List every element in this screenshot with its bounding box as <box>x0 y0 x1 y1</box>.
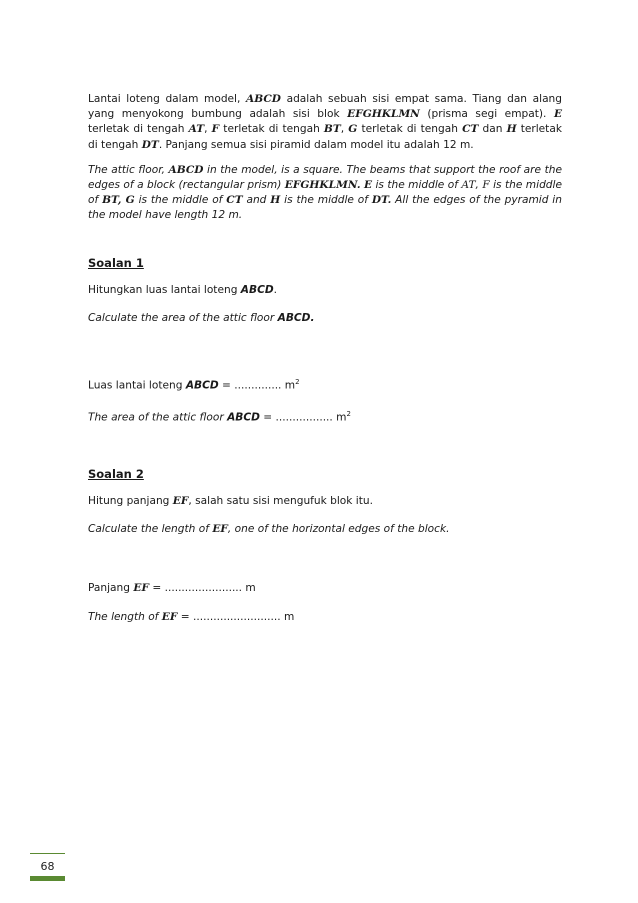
text: in the model, is a square. The beams that support the roof are the edges of a block (rectangular prism) <box>88 163 562 192</box>
q2-english <box>88 522 562 537</box>
intro-english <box>88 163 562 224</box>
text: and <box>242 194 271 207</box>
q2-answer-english <box>88 610 562 625</box>
var-e: E <box>553 108 563 121</box>
q1-answer-english <box>88 407 562 426</box>
q2-malay <box>88 494 562 509</box>
var-at: AT <box>461 179 476 192</box>
var-efghklmn: EFGHKLMN <box>347 108 420 121</box>
var-bt-g: BT, G <box>102 194 135 207</box>
var-ef: EF <box>212 523 228 536</box>
text: , salah satu sisi mengufuk blok itu. <box>188 494 373 507</box>
text: Luas lantai loteng <box>88 379 186 392</box>
var-abcd: ABCD <box>240 283 274 296</box>
var-ct: CT <box>462 123 479 136</box>
var-h: H <box>506 123 517 136</box>
var-f: F <box>482 179 490 192</box>
q1-answer-malay <box>88 375 562 394</box>
text: , one of the horizontal edges of the block. <box>227 523 450 536</box>
var-dt: DT. <box>371 194 392 207</box>
var-e: E <box>363 179 373 192</box>
text: terletak di tengah <box>219 123 324 136</box>
soalan-2-heading: Soalan 2 <box>88 466 144 481</box>
text: Hitungkan luas lantai loteng <box>88 283 241 296</box>
text: Lantai loteng dalam model, <box>88 93 246 105</box>
text: The length of <box>88 610 162 623</box>
var-abcd: ABCD <box>168 163 204 176</box>
var-g: G <box>348 123 358 136</box>
answer-blank: = .......................... m <box>177 610 295 623</box>
text: terletak di tengah <box>88 123 189 136</box>
text: . <box>273 283 278 296</box>
text: is the middle of <box>134 194 227 207</box>
var-h: H <box>270 194 281 207</box>
text: is the middle of <box>280 194 372 207</box>
var-ef: EF <box>161 610 178 623</box>
var-bt: BT <box>323 123 341 136</box>
unit-superscript: 2 <box>295 378 300 387</box>
var-at: AT <box>188 123 205 136</box>
answer-blank: = .............. m <box>218 379 296 392</box>
text: , <box>340 123 349 136</box>
text: dan <box>478 123 507 136</box>
text: Calculate the area of the attic floor <box>88 312 278 325</box>
var-ef: EF <box>172 494 189 507</box>
q2-answer-malay <box>88 581 562 596</box>
var-abcd: ABCD <box>227 411 260 424</box>
text: Panjang <box>88 582 134 595</box>
soalan-1-heading: Soalan 1 <box>88 255 144 270</box>
text: All the edges of the pyramid in the model have length 12 m. <box>88 194 562 222</box>
intro-malay <box>88 92 562 153</box>
text: , <box>204 123 212 136</box>
var-dt: DT <box>141 138 159 151</box>
var-abcd: ABCD <box>185 379 219 392</box>
text: The area of the attic floor <box>88 411 228 424</box>
content <box>88 92 562 625</box>
q1-english <box>88 311 562 326</box>
var-efghklmn: EFGHKLMN. <box>284 179 361 192</box>
text: is the middle of <box>88 179 562 207</box>
text: terletak di tengah <box>88 123 562 151</box>
text: Calculate the length of <box>88 523 213 536</box>
text: Hitung panjang <box>88 494 173 507</box>
unit-superscript: 2 <box>346 409 351 418</box>
text: The attic floor, <box>88 163 169 176</box>
answer-blank: = ................. m <box>259 411 347 424</box>
q1-malay <box>88 283 562 298</box>
var-ct: CT <box>226 194 243 207</box>
var-abcd: ABCD. <box>277 312 315 325</box>
text: adalah sebuah sisi empat sama. Tiang dan alang yang menyokong bumbung adalah sisi blok <box>88 93 562 121</box>
footer-rule-top <box>30 853 65 854</box>
text: terletak di tengah <box>357 123 463 136</box>
var-ef: EF <box>133 582 149 595</box>
var-f: F <box>211 123 220 136</box>
text: , <box>475 179 483 192</box>
text: . Panjang semua sisi piramid dalam model itu adalah 12 m. <box>158 138 474 151</box>
text: is the middle of <box>372 179 462 192</box>
var-abcd: ABCD <box>245 93 281 105</box>
answer-blank: = ....................... m <box>148 582 256 595</box>
footer-rule-bottom <box>30 876 65 881</box>
page-number: 68 <box>40 860 55 873</box>
text: (prisma segi empat). <box>419 108 554 121</box>
